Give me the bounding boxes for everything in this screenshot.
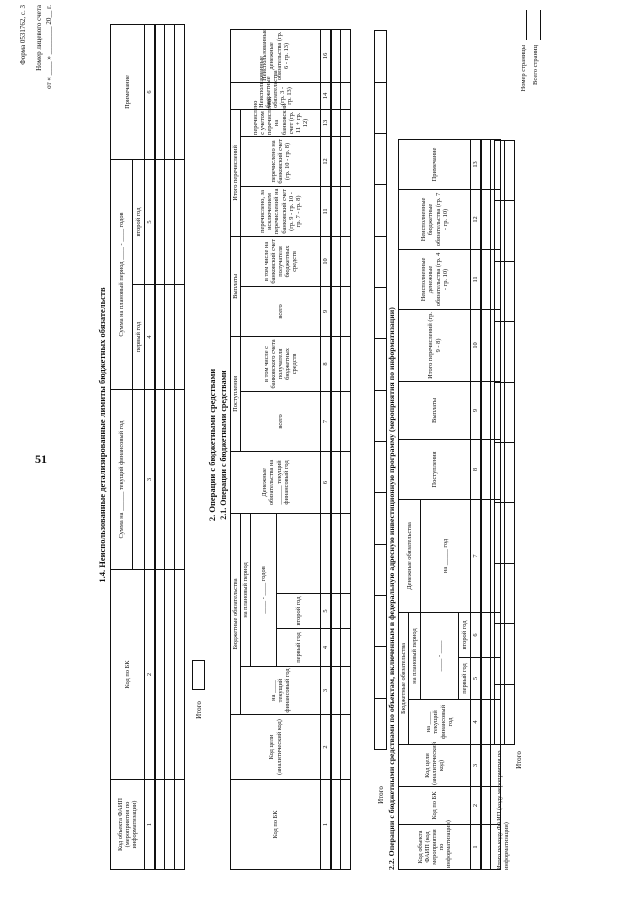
section-2-title: 2. Операции с бюджетными средствами bbox=[207, 368, 217, 522]
total-by-code-label: Итого по коду ФАИП (коду мероприятия по информатизации) bbox=[496, 750, 511, 870]
col-first-year: первый год bbox=[133, 285, 145, 390]
col-note: Примечание bbox=[111, 25, 145, 160]
col-second-year: второй год bbox=[133, 160, 145, 285]
table-row bbox=[155, 780, 165, 870]
section-1-4-title: 1.4. Неиспользованные детализированные лимиты бюджетных обязательств bbox=[97, 287, 107, 583]
table-row bbox=[175, 780, 185, 870]
col-income: Поступления bbox=[231, 336, 241, 451]
form-reference: Форма 0531762, с. 3 bbox=[19, 5, 27, 65]
page-number: 51 bbox=[35, 452, 47, 466]
account-label: Номер лицевого счета bbox=[35, 5, 43, 71]
total-2-1: Итого bbox=[377, 786, 385, 804]
table-row bbox=[481, 825, 491, 870]
col-money-obl: Денежные обязательства на ______ текущий финансовый год bbox=[231, 451, 321, 513]
account-date: от « ____ » ________ 20__ г. bbox=[45, 5, 53, 89]
col-budget-obl: Бюджетные обязательства bbox=[231, 513, 241, 714]
col-faip: Код объекта ФАИП (мероприятия по информатизации) bbox=[111, 780, 145, 870]
col-goal: Код цели (аналитический код) bbox=[231, 715, 321, 780]
table-2-1: Код по БК Код цели (аналитический код) Бюджетные обязательства Денежные обязательства на ______ текущий финансовый год Поступления Выплаты Итого перечислений Неиспользованные бюджетные обязательства (гр. 3 - гр. 13) Неиспользованные денежные обязательства (гр. 6 - гр. 13) на ____ текущий финансовый год на плановый период всего в том числе с банковского счета получателя бюджетных средств всего в том числе на банковский счет получателя бюджетных средств перечислено, за исключением перечислений на банковский счет (гр. 9 - гр. 10 - гр. 7 - гр. 8) перечислено на банковский счет (гр. 10 - гр. 8) перечислено с учетом перечислений на банковский счет (гр. 11 + гр. 12) ____ - ____ годов первый год второй год 1 2 3 4 5 6 7 8 9 10 11 12 13 14 16 bbox=[230, 29, 351, 870]
footer-line bbox=[526, 10, 527, 40]
footer-page-no: Номер страницы bbox=[520, 45, 527, 92]
col-unused2: Неиспользованные денежные обязательства (гр. 6 - гр. 13) bbox=[231, 29, 321, 82]
col-payouts: Выплаты bbox=[231, 236, 241, 336]
col-sum-current: Сумма на ______ текущий финансовый год bbox=[111, 390, 133, 570]
section-2-1-title: 2.1. Операции с бюджетными средствами bbox=[219, 370, 228, 520]
footer-total-pages: Всего страниц bbox=[532, 45, 539, 85]
table-1-4: Код объекта ФАИП (мероприятия по информатизации) Код по БК Сумма на ______ текущий финансовый год Сумма на плановый период ____ - ____ годов Примечание первый год второй год 1 2 3 4 5 6 bbox=[110, 24, 185, 870]
table-row bbox=[341, 780, 351, 870]
col-bk: Код по БК bbox=[231, 780, 321, 870]
table-row bbox=[331, 780, 341, 870]
table-row bbox=[165, 780, 175, 870]
total-1-4: Итого bbox=[195, 701, 203, 719]
table-2-2: Код объекта ФАИП (код мероприятия по информатизации) Код по БК Код цели (аналитический код) Бюджетные обязательства Денежные обязательства Поступления Выплаты Итого перечислений (гр. 9 - 8) Неисполненные денежные обязательства (гр. 4 - гр. 10) Неисполненные бюджетные обязательства (гр. 7 - гр. 10) Примечание на ____ текущий финансовый год на плановый период ____ - ____ на _____ год первый год второй год 1 2 3 4 5 6 7 8 9 10 11 12 13 bbox=[398, 139, 501, 870]
col-unused1: Неиспользованные бюджетные обязательства (гр. 3 - гр. 13) bbox=[231, 82, 321, 109]
col-planning: Сумма на плановый период ____ - ____ годов bbox=[111, 160, 133, 390]
col-transfers: Итого перечислений bbox=[231, 109, 241, 236]
footer-line bbox=[540, 10, 541, 40]
col-bk: Код по БК bbox=[111, 570, 145, 780]
section-2-2-title: 2.2. Операции с бюджетными средствами по объектам, включенным в федеральную адресную инвестиционную программу (мероприятия по информатизации) bbox=[387, 307, 396, 870]
total-2-2: Итого bbox=[515, 751, 523, 769]
